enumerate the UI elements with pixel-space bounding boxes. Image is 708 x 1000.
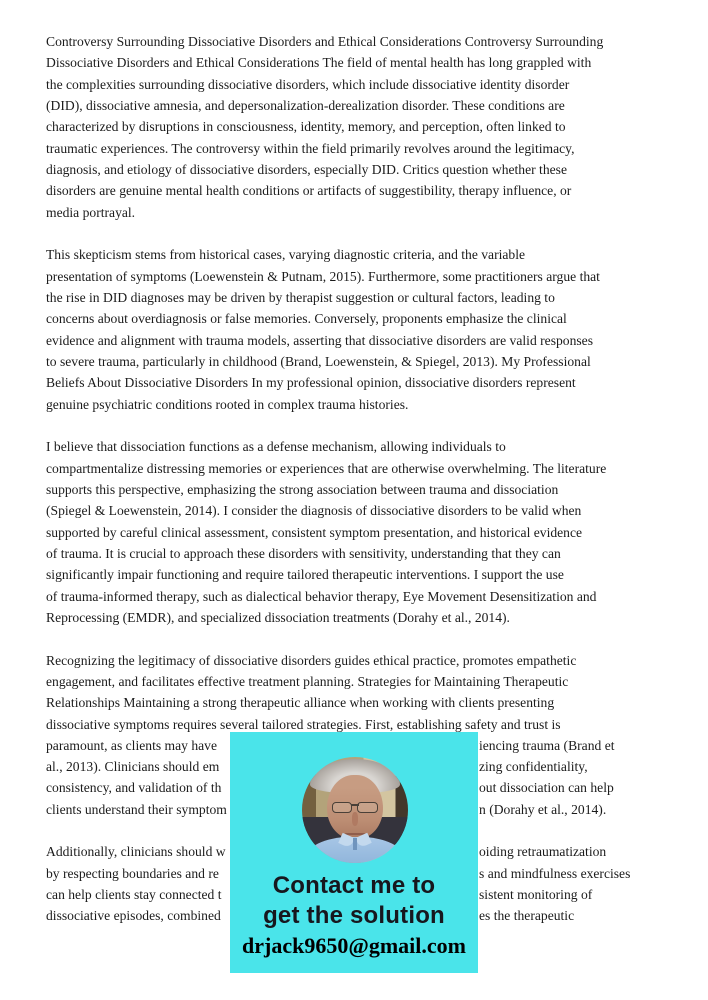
text-line: to severe trauma, particularly in childhood (Brand, Loewenstein, & Spiegel, 2013). My Professional (46, 353, 591, 369)
text-line: Controversy Surrounding Dissociative Disorders and Ethical Considerations Controversy Surrounding (46, 34, 604, 49)
text-line: the complexities surrounding dissociative disorders, which include dissociative identity disorder (46, 76, 570, 92)
text-line: This skepticism stems from historical cases, varying diagnostic criteria, and the variable (46, 247, 526, 263)
text-fragment-left: al., 2013). Clinicians should em (46, 759, 220, 775)
text-fragment-right: oiding retraumatization (479, 844, 607, 860)
text-line: presentation of symptoms (Loewenstein & Putnam, 2015). Furthermore, some practitioners argue that (46, 268, 600, 284)
text-line: dissociative symptoms requires several tailored strategies. First, establishing safety and trust is (46, 716, 561, 732)
text-fragment-right: zing confidentiality, (479, 759, 588, 775)
text-fragment-right: es the therapeutic (479, 908, 575, 924)
text-line: supported by careful clinical assessment, consistent symptom presentation, and historical evidence (46, 524, 583, 540)
text-line: concerns about overdiagnosis or false memories. Conversely, proponents emphasize the clinical (46, 311, 567, 327)
text-fragment-right: s and mindfulness exercises (479, 865, 631, 881)
contact-photo (302, 757, 408, 863)
popup-email[interactable]: drjack9650@gmail.com (242, 933, 466, 958)
text-line: engagement, and facilitates effective treatment planning. Strategies for Maintaining Therapeutic (46, 673, 569, 689)
popup-heading-line1: Contact me to (272, 872, 436, 899)
text-line: of trauma-informed therapy, such as dialectical behavior therapy, Eye Movement Desensitization and (46, 588, 597, 604)
text-line: media portrayal. (46, 204, 136, 220)
text-fragment-right: sistent monitoring of (479, 887, 593, 903)
paragraph (46, 31, 662, 223)
text-line: the rise in DID diagnoses may be driven by therapist suggestion or cultural factors, leading to (46, 289, 555, 305)
text-fragment-right: iencing trauma (Brand et (479, 737, 615, 753)
text-line: disorders are genuine mental health conditions or artifacts of suggestibility, therapy influence, or (46, 183, 572, 199)
text-line: diagnosis, and etiology of dissociative disorders, especially DID. Critics question whether these (46, 161, 567, 177)
text-line: Beliefs About Dissociative Disorders In my professional opinion, dissociative disorders represent (46, 375, 576, 391)
paragraph (46, 436, 662, 628)
text-fragment-right: out dissociation can help (479, 780, 614, 796)
text-fragment-left: by respecting boundaries and re (46, 865, 219, 881)
photo-nose (352, 812, 358, 826)
text-line: I believe that dissociation functions as a defense mechanism, allowing individuals to (46, 439, 506, 455)
photo-shirt-opening (353, 838, 356, 851)
text-fragment-left: dissociative episodes, combined (46, 908, 221, 924)
text-fragment-left: can help clients stay connected t (46, 887, 222, 903)
text-line: traumatic experiences. The controversy within the field primarily revolves around the legitimacy, (46, 140, 575, 156)
photo-glasses-bridge (351, 804, 359, 806)
text-fragment-left: clients understand their symptom (46, 801, 227, 817)
popup-heading (230, 871, 478, 931)
text-line: significantly impair functioning and require tailored therapeutic interventions. I support the use (46, 567, 564, 583)
text-line: Dissociative Disorders and Ethical Considerations The field of mental health has long grappled with (46, 55, 592, 71)
text-line: evidence and alignment with trauma models, asserting that dissociative disorders are valid responses (46, 332, 593, 348)
text-line: (DID), dissociative amnesia, and depersonalization-derealization disorder. These conditions are (46, 97, 565, 113)
text-line: compartmentalize distressing memories or experiences that are otherwise overwhelming. The literature (46, 460, 607, 476)
text-line: genuine psychiatric conditions rooted in complex trauma histories. (46, 396, 409, 412)
text-line: Reprocessing (EMDR), and specialized dissociation treatments (Dorahy et al., 2014). (46, 609, 510, 625)
text-line: supports this perspective, emphasizing the strong association between trauma and dissociation (46, 481, 559, 497)
text-fragment-left: paramount, as clients may have (46, 737, 217, 753)
text-line: (Spiegel & Loewenstein, 2014). I consider the diagnosis of dissociative disorders to be valid when (46, 503, 582, 519)
contact-popup-ad[interactable] (230, 732, 478, 973)
text-fragment-left: consistency, and validation of th (46, 780, 222, 796)
text-fragment-right: n (Dorahy et al., 2014). (479, 801, 607, 817)
text-line: characterized by disruptions in consciousness, identity, memory, and perception, often linked to (46, 119, 566, 135)
text-line: Recognizing the legitimacy of dissociative disorders guides ethical practice, promotes empathetic (46, 652, 577, 668)
text-line: Relationships Maintaining a strong therapeutic alliance when working with clients presenting (46, 695, 555, 711)
text-fragment-left: Additionally, clinicians should w (46, 844, 226, 860)
text-line: of trauma. It is crucial to approach these disorders with sensitivity, understanding that they can (46, 545, 561, 561)
popup-heading-line2: get the solution (263, 902, 445, 929)
paragraph (46, 244, 662, 415)
